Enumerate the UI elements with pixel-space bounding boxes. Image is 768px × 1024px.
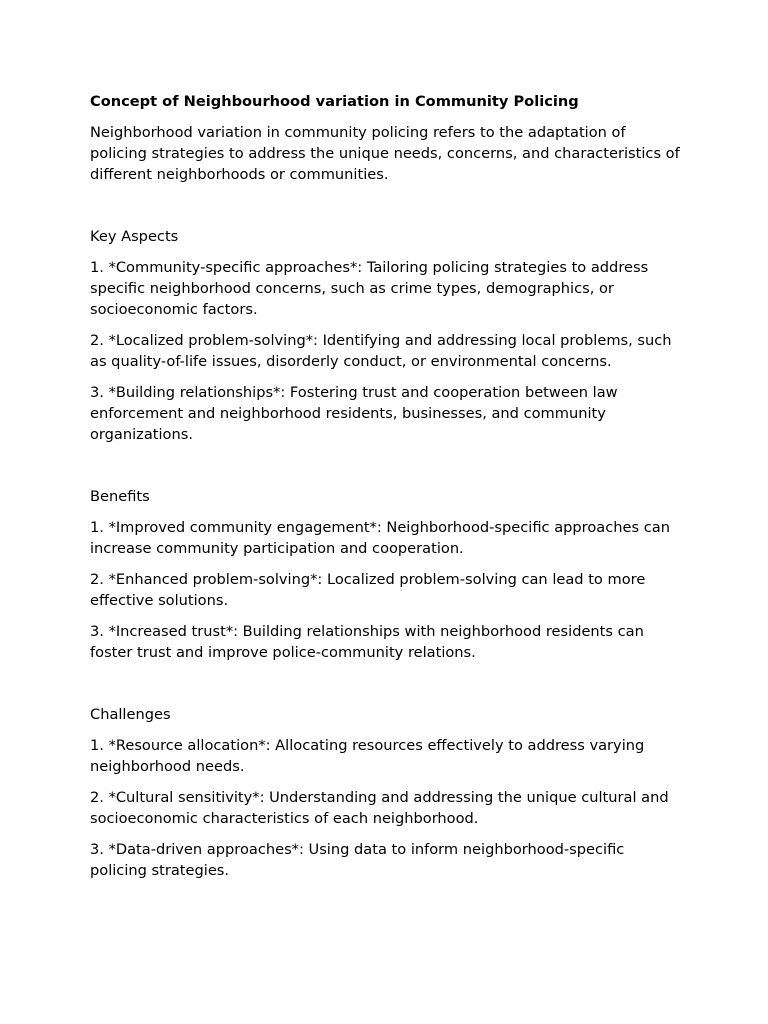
list-item: 1. *Community-specific approaches*: Tailoring policing strategies to address specific neighborhood concerns, such as crime types, demographics, or socioeconomic factors. [90, 259, 649, 318]
section-benefits [90, 486, 680, 663]
section-challenges [90, 704, 680, 881]
list-item: 3. *Data-driven approaches*: Using data to inform neighborhood-specific policing strategies. [90, 841, 625, 879]
list-item: 2. *Enhanced problem-solving*: Localized problem-solving can lead to more effective solutions. [90, 571, 646, 609]
list-item: 1. *Improved community engagement*: Neighborhood-specific approaches can increase community participation and cooperation. [90, 519, 670, 557]
section-heading: Benefits [90, 488, 150, 505]
section-heading: Key Aspects [90, 228, 179, 245]
section-heading: Challenges [90, 706, 171, 723]
list-item: 2. *Localized problem-solving*: Identifying and addressing local problems, such as quality-of-life issues, disorderly conduct, or environmental concerns. [90, 332, 672, 370]
document-title: Concept of Neighbourhood variation in Community Policing [90, 93, 579, 110]
document-page [90, 91, 680, 891]
list-item: 3. *Increased trust*: Building relationships with neighborhood residents can foster trust and improve police-community relations. [90, 623, 644, 661]
list-item: 2. *Cultural sensitivity*: Understanding and addressing the unique cultural and socioeconomic characteristics of each neighborhood. [90, 789, 669, 827]
list-item: 1. *Resource allocation*: Allocating resources effectively to address varying neighborhood needs. [90, 737, 645, 775]
list-item: 3. *Building relationships*: Fostering trust and cooperation between law enforcement and neighborhood residents, businesses, and community organizations. [90, 384, 618, 443]
intro-paragraph: Neighborhood variation in community policing refers to the adaptation of policing strategies to address the unique needs, concerns, and characteristics of different neighborhoods or communities. [90, 124, 680, 183]
section-key-aspects [90, 226, 680, 445]
